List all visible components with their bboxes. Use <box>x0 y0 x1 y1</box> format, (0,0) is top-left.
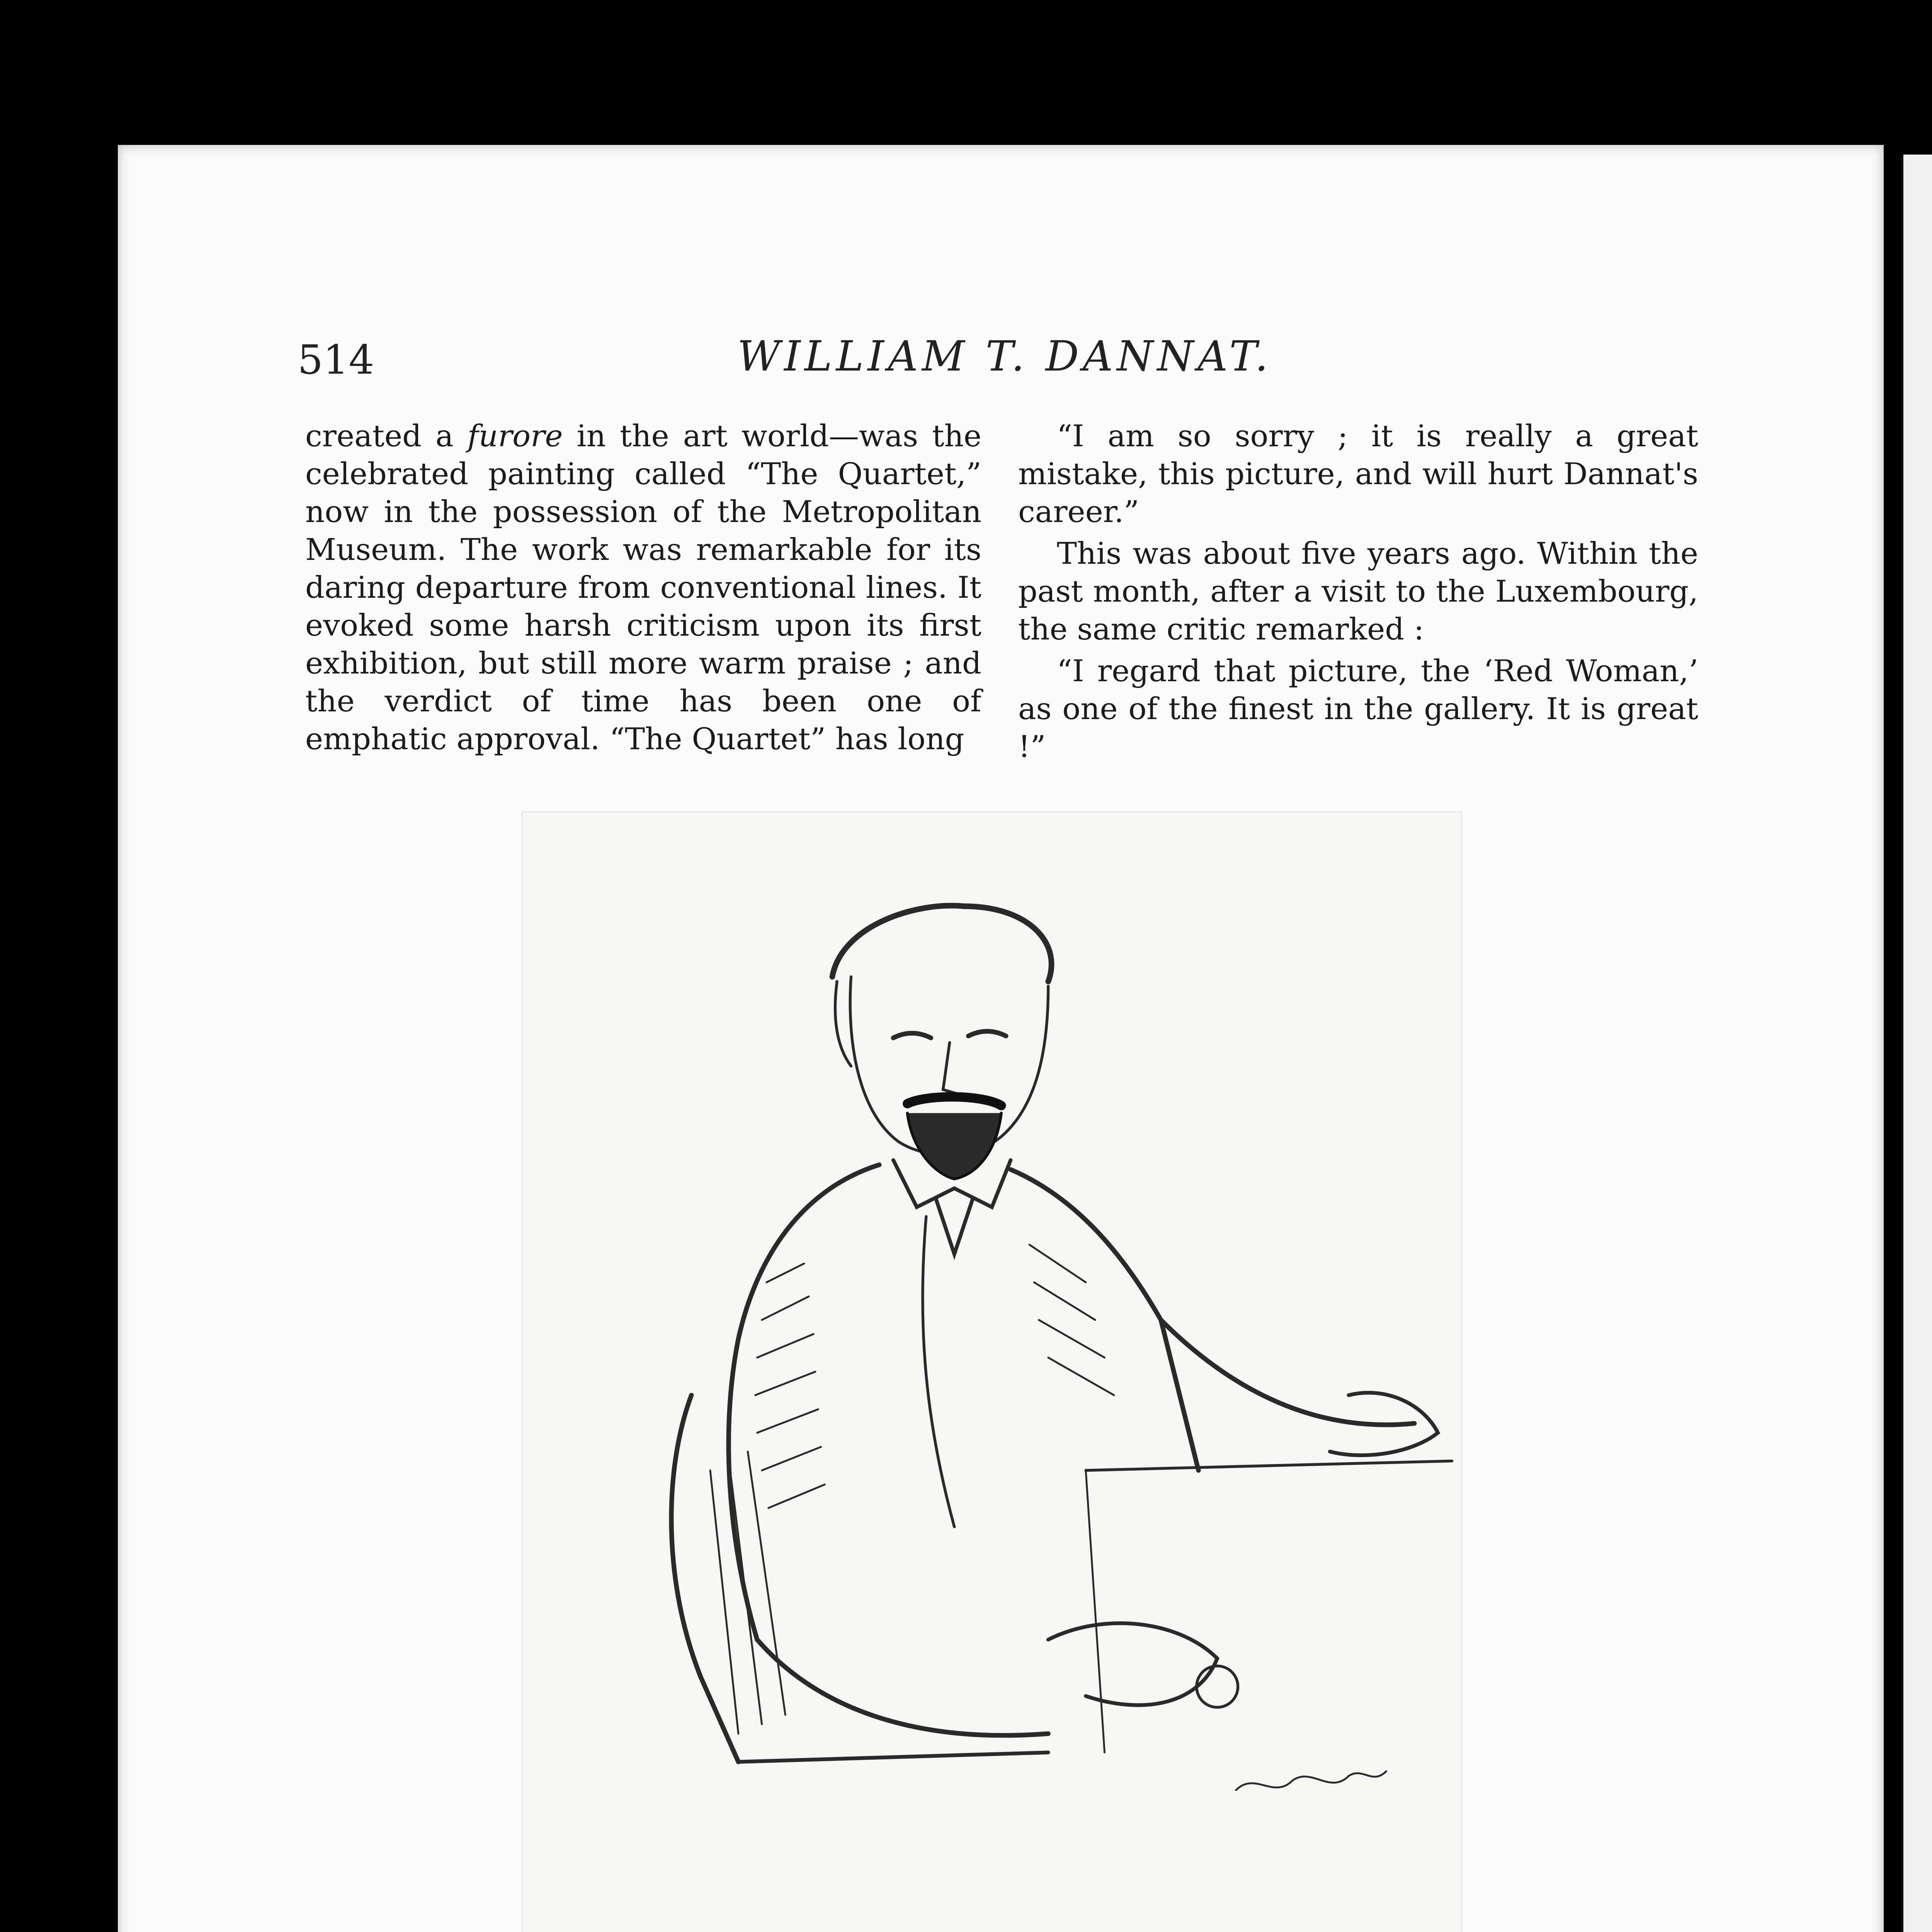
hand-left <box>1048 1623 1217 1705</box>
right-eye <box>968 1031 1006 1036</box>
desk-edge <box>1086 1461 1452 1470</box>
moustache <box>907 1097 1001 1106</box>
artist-signature <box>1236 1771 1386 1790</box>
paragraph: “I am so sorry ; it is really a great mistake, this picture, and will hurt Dannat's career.” <box>1018 419 1698 529</box>
portrait-drawing <box>522 812 1461 1932</box>
chair-slats <box>710 1452 785 1734</box>
hand-knuckle <box>1197 1666 1238 1707</box>
beard <box>907 1113 1001 1179</box>
nose <box>943 1043 959 1094</box>
running-head: WILLIAM T. DANNAT. <box>737 332 1272 381</box>
left-eye <box>893 1033 931 1038</box>
italic-word: furore <box>467 419 563 454</box>
text-column-top-left <box>305 417 981 762</box>
text-column-top-right <box>1018 417 1698 770</box>
arm-upper <box>1161 1320 1414 1425</box>
jacket-left <box>729 1165 879 1640</box>
desk-side <box>1086 1470 1105 1752</box>
tie <box>935 1198 973 1254</box>
paragraph: This was about five years ago. Within the past month, after a visit to the Luxembourg, the same critic remarked : <box>1018 536 1698 647</box>
lapel <box>923 1216 954 1527</box>
adjacent-page-edge <box>1901 155 1932 1932</box>
hair-stroke <box>832 906 1051 981</box>
chair-seat <box>738 1752 1048 1762</box>
hair-side <box>835 981 851 1066</box>
paragraph: created a furore in the art world—was the celebrated painting called “The Quartet,” now in the possession of the Metropolitan Museum. The work was remarkable for its daring departure from conventional lines. It evoked some harsh criticism upon its first exhibition, but still more warm praise ; and the verdict of time has been one of emphatic approval. “The Quartet” has long <box>305 419 981 757</box>
coat-hatching <box>755 1264 825 1508</box>
paragraph: “I regard that picture, the ‘Red Woman,’ as one of the finest in the gallery. It is great !” <box>1018 654 1698 764</box>
coat-hatching-right <box>1029 1245 1114 1395</box>
page-number: 514 <box>298 336 374 383</box>
jacket-hem <box>757 1639 1048 1735</box>
portrait-illustration <box>522 811 1462 1932</box>
